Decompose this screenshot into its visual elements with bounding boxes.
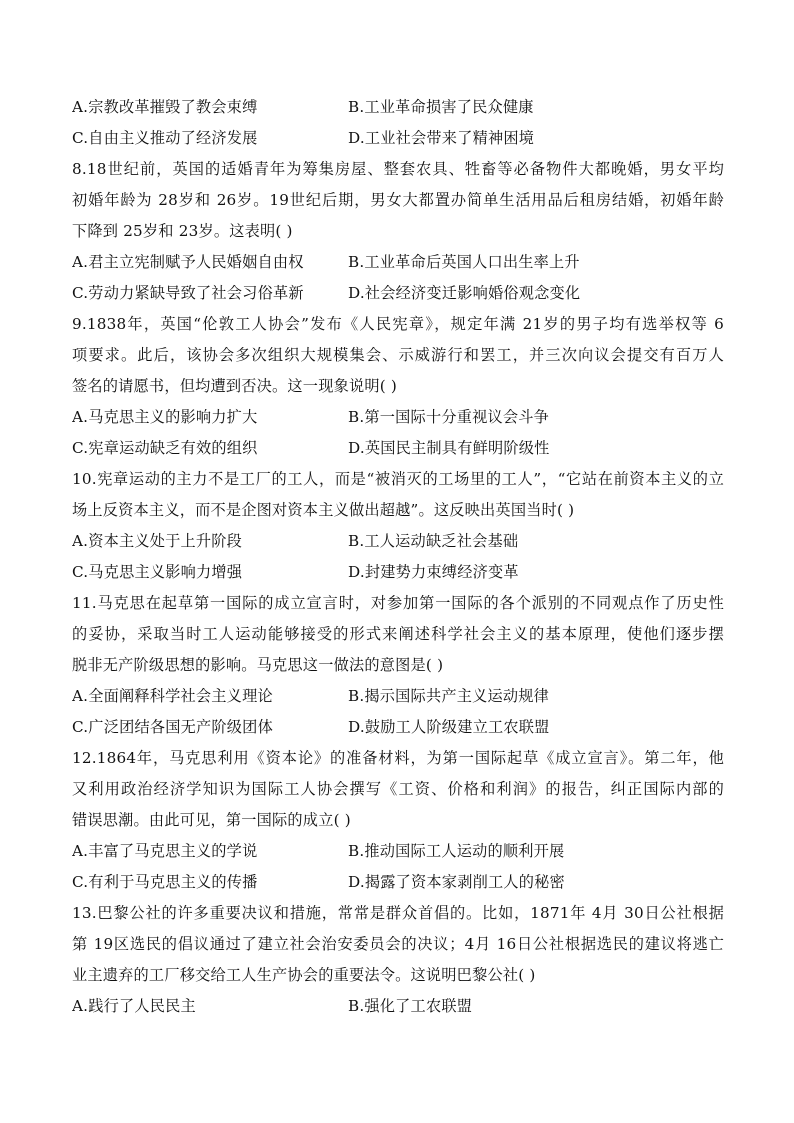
answer-option: A.全面阐释科学社会主义理论 bbox=[72, 687, 273, 705]
option-row bbox=[72, 991, 724, 1022]
answer-option: A.宗教改革摧毁了教会束缚 bbox=[72, 98, 258, 116]
option-row bbox=[72, 712, 724, 743]
answer-option: A.马克思主义的影响力扩大 bbox=[72, 408, 258, 426]
question-text-line: 项要求。此后，该协会多次组织大规模集会、示威游行和罢工，并三次向议会提交有百万人 bbox=[72, 346, 724, 364]
option-row bbox=[72, 92, 724, 123]
option-row bbox=[72, 557, 724, 588]
answer-option: D.社会经济变迁影响婚俗观念变化 bbox=[348, 284, 581, 302]
question-text-line: 10.宪章运动的主力不是工厂的工人，而是“被消灭的工场里的工人”，“它站在前资本主义的立 bbox=[72, 470, 724, 488]
question-text-line: 13.巴黎公社的许多重要决议和措施，常常是群众首倡的。比如，1871年 4月 30日公社根据 bbox=[72, 904, 724, 922]
answer-option: A.资本主义处于上升阶段 bbox=[72, 532, 243, 550]
answer-option: B.工人运动缺乏社会基础 bbox=[348, 532, 519, 550]
question-stem bbox=[72, 154, 724, 247]
question-text-line: 脱非无产阶级思想的影响。马克思这一做法的意图是( ) bbox=[72, 656, 444, 674]
answer-option: D.揭露了资本家剥削工人的秘密 bbox=[348, 873, 565, 891]
answer-option: B.工业革命后英国人口出生率上升 bbox=[348, 253, 580, 271]
answer-option: C.有利于马克思主义的传播 bbox=[72, 873, 258, 891]
answer-option: A.践行了人民民主 bbox=[72, 997, 196, 1015]
question-stem bbox=[72, 743, 724, 836]
option-row bbox=[72, 247, 724, 278]
question-text-line: 12.1864年，马克思利用《资本论》的准备材料，为第一国际起草《成立宣言》。第二年，他 bbox=[72, 749, 724, 767]
question-text-line: 初婚年龄为 28岁和 26岁。19世纪后期，男女大都置办简单生活用品后租房结婚，初婚年龄 bbox=[72, 191, 724, 209]
answer-option: D.封建势力束缚经济变革 bbox=[348, 563, 519, 581]
answer-option: D.工业社会带来了精神困境 bbox=[348, 129, 535, 147]
answer-option: B.工业革命损害了民众健康 bbox=[348, 98, 534, 116]
exam-page bbox=[72, 92, 724, 1022]
option-row bbox=[72, 836, 724, 867]
option-row bbox=[72, 123, 724, 154]
answer-option: B.强化了工农联盟 bbox=[348, 997, 473, 1015]
answer-option: B.第一国际十分重视议会斗争 bbox=[348, 408, 550, 426]
answer-option: C.马克思主义影响力增强 bbox=[72, 563, 243, 581]
answer-option: C.宪章运动缺乏有效的组织 bbox=[72, 439, 258, 457]
question-text-line: 错误思潮。由此可见，第一国际的成立( ) bbox=[72, 811, 351, 829]
option-row bbox=[72, 867, 724, 898]
question-text-line: 签名的请愿书，但均遭到否决。这一现象说明( ) bbox=[72, 377, 398, 395]
answer-option: C.自由主义推动了经济发展 bbox=[72, 129, 258, 147]
answer-option: D.鼓励工人阶级建立工农联盟 bbox=[348, 718, 550, 736]
question-stem bbox=[72, 309, 724, 402]
answer-option: A.君主立宪制赋予人民婚姻自由权 bbox=[72, 253, 304, 271]
question-text-line: 业主遗弃的工厂移交给工人生产协会的重要法令。这说明巴黎公社( ) bbox=[72, 966, 536, 984]
option-row bbox=[72, 278, 724, 309]
option-row bbox=[72, 681, 724, 712]
question-stem bbox=[72, 898, 724, 991]
answer-option: A.丰富了马克思主义的学说 bbox=[72, 842, 258, 860]
answer-option: D.英国民主制具有鲜明阶级性 bbox=[348, 439, 550, 457]
question-text-line: 8.18世纪前，英国的适婚青年为筹集房屋、整套农具、牲畜等必备物件大都晚婚，男女平均 bbox=[72, 160, 724, 178]
answer-option: C.广泛团结各国无产阶级团体 bbox=[72, 718, 273, 736]
answer-option: B.揭示国际共产主义运动规律 bbox=[348, 687, 550, 705]
question-stem bbox=[72, 588, 724, 681]
option-row bbox=[72, 433, 724, 464]
question-stem bbox=[72, 464, 724, 526]
question-text-line: 11.马克思在起草第一国际的成立宣言时，对参加第一国际的各个派别的不同观点作了历史性 bbox=[72, 594, 724, 612]
option-row bbox=[72, 402, 724, 433]
answer-option: C.劳动力紧缺导致了社会习俗革新 bbox=[72, 284, 304, 302]
question-text-line: 又利用政治经济学知识为国际工人协会撰写《工资、价格和利润》的报告，纠正国际内部的 bbox=[72, 780, 724, 798]
question-text-line: 9.1838年，英国“伦敦工人协会”发布《人民宪章》，规定年满 21岁的男子均有选举权等 6 bbox=[72, 315, 724, 333]
question-text-line: 的妥协，采取当时工人运动能够接受的形式来阐述科学社会主义的基本原理，使他们逐步摆 bbox=[72, 625, 724, 643]
question-text-line: 第 19区选民的倡议通过了建立社会治安委员会的决议；4月 16日公社根据选民的建议将逃亡 bbox=[72, 935, 724, 953]
answer-option: B.推动国际工人运动的顺利开展 bbox=[348, 842, 565, 860]
option-row bbox=[72, 526, 724, 557]
question-text-line: 场上反资本主义，而不是企图对资本主义做出超越”。这反映出英国当时( ) bbox=[72, 501, 575, 519]
question-text-line: 下降到 25岁和 23岁。这表明( ) bbox=[72, 222, 293, 240]
